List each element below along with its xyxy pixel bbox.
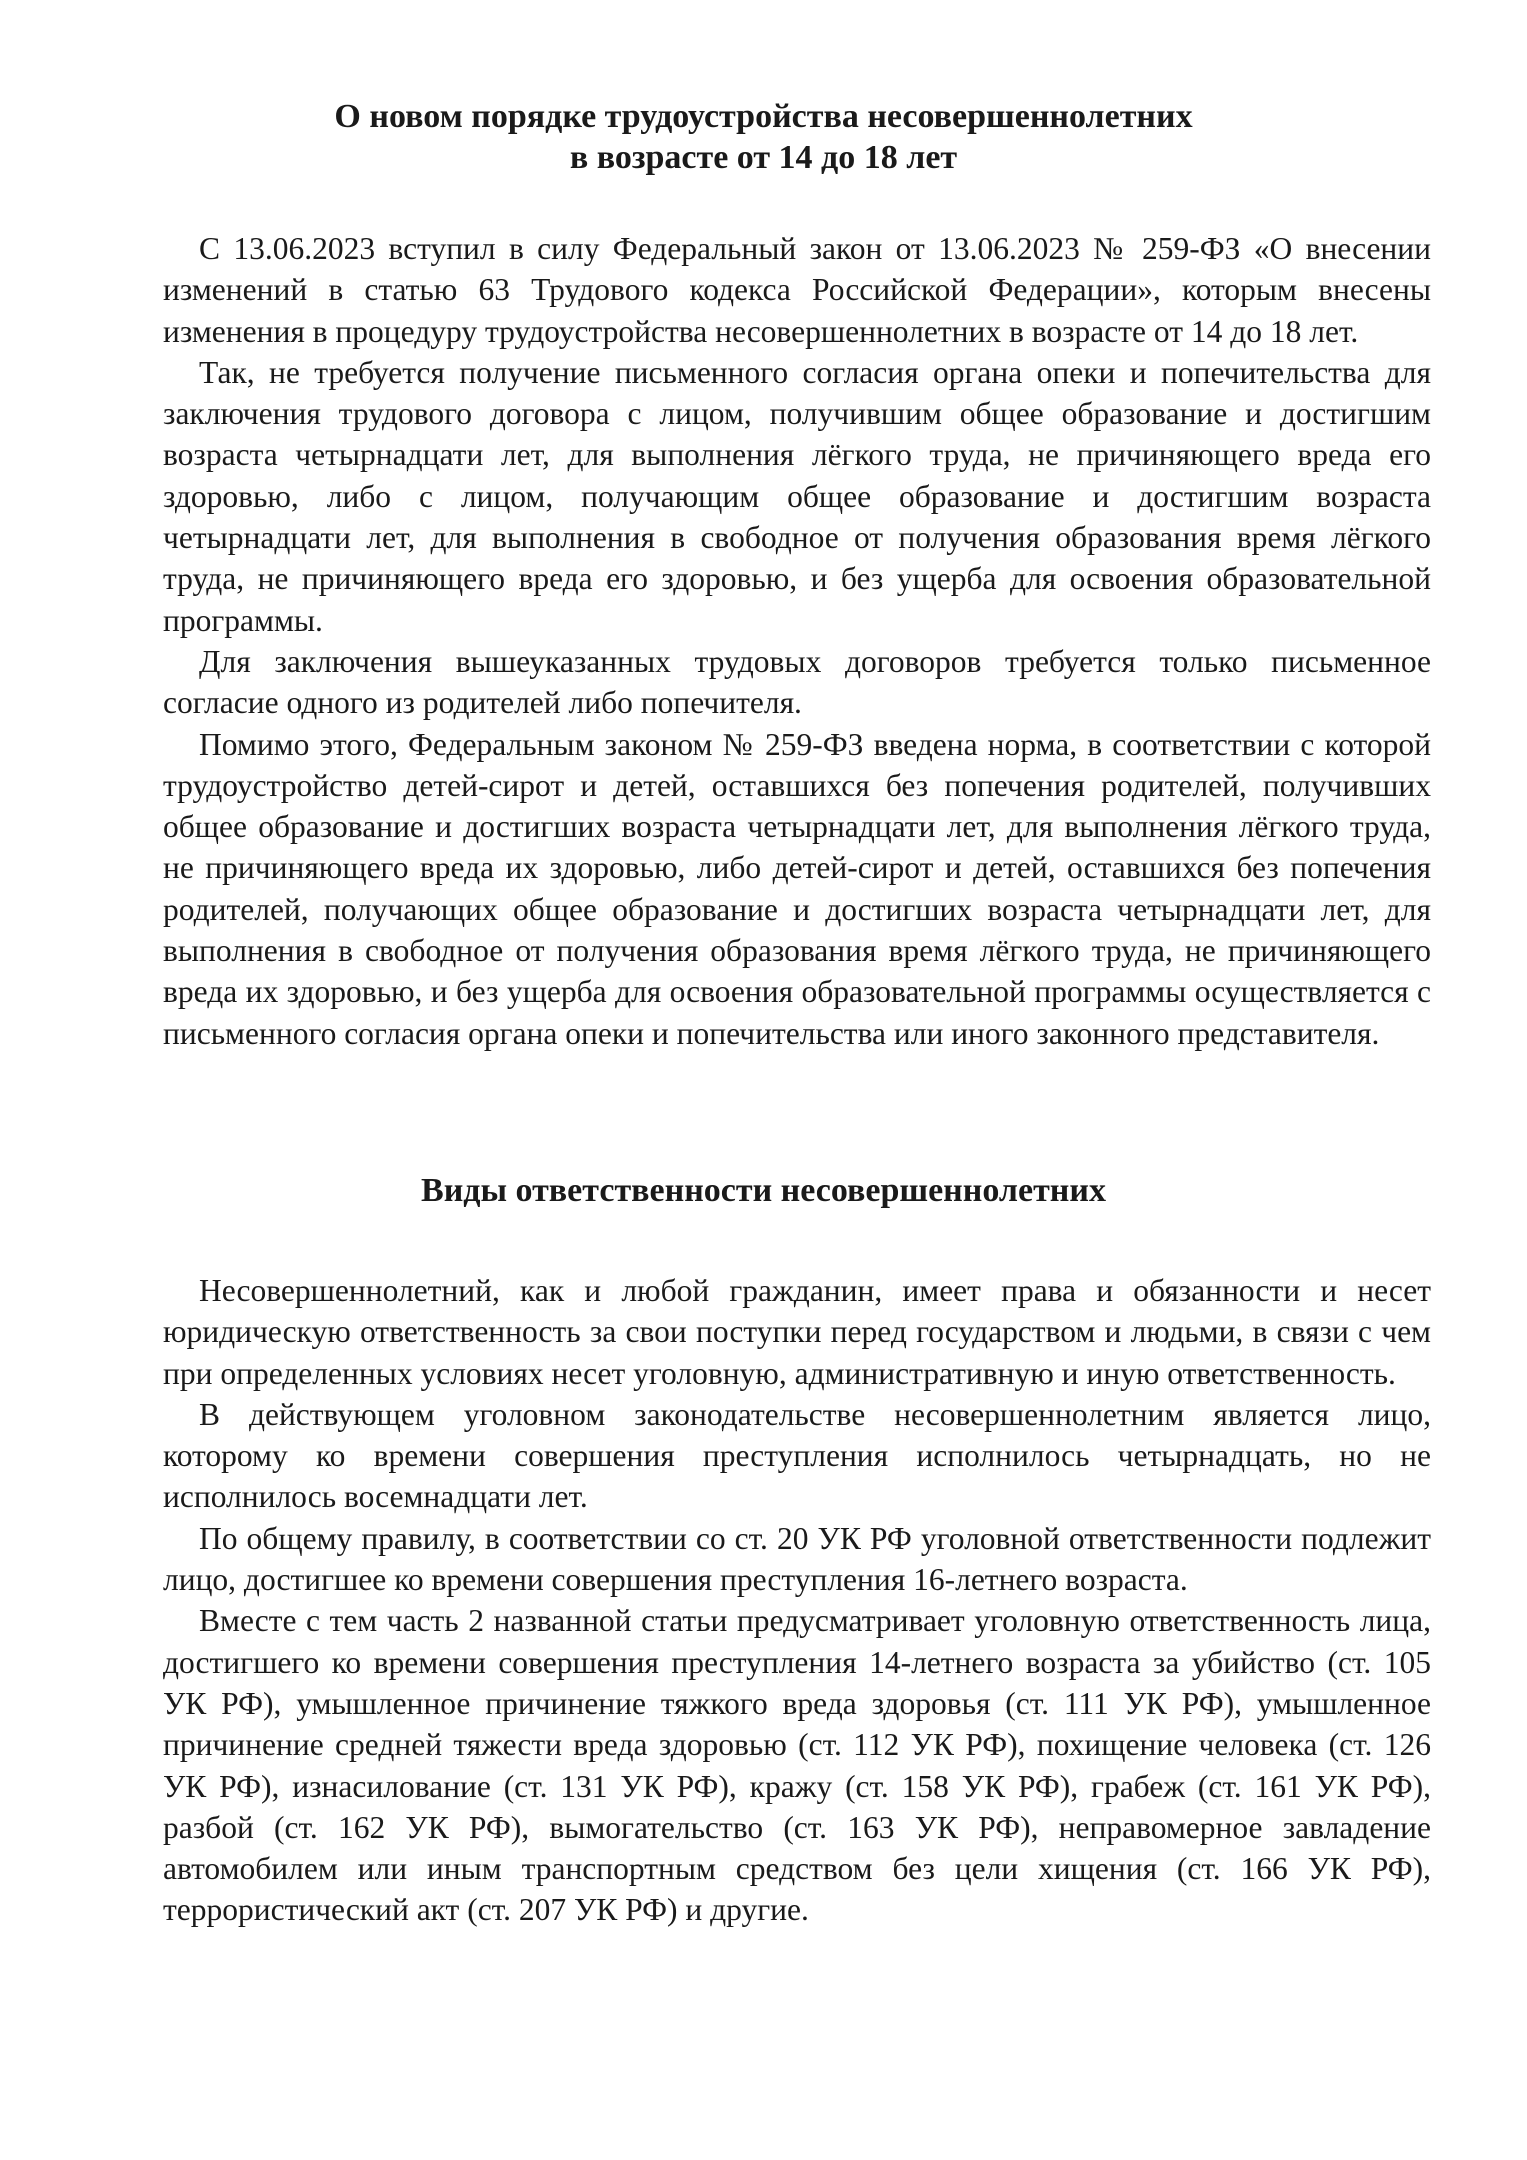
paragraph: Несовершеннолетний, как и любой гражданин, имеет права и обязанности и несет юридическую ответственность за свои поступки перед государством и людьми, в связи с чем при определенных условиях несет уголовную, административную и иную ответственность. bbox=[163, 1273, 1431, 1391]
paragraph: По общему правилу, в соответствии со ст. 20 УК РФ уголовной ответственности подлежит лицо, достигшее ко времени совершения преступления 16-летнего возраста. bbox=[163, 1520, 1431, 1598]
section-liability bbox=[163, 1270, 1431, 1931]
title-line-1: О новом порядке трудоустройства несовершеннолетних bbox=[334, 98, 1193, 135]
section-employment bbox=[163, 228, 1431, 1054]
paragraph: В действующем уголовном законодательстве несовершеннолетним является лицо, которому ко времени совершения преступления исполнилось четырнадцать, но не исполнилось восемнадцати лет. bbox=[163, 1396, 1431, 1515]
paragraph: Вместе с тем часть 2 названной статьи предусматривает уголовную ответственность лица, достигшего ко времени совершения преступления 14-летнего возраста за убийство (ст. 105 УК РФ), умышленное причинение тяжкого вреда здоровья (ст. 111 УК РФ), умышленное причинение средней тяжести вреда здоровью (ст. 112 УК РФ), похищение человека (ст. 126 УК РФ), изнасилование (ст. 131 УК РФ), кражу (ст. 158 УК РФ), грабеж (ст. 161 УК РФ), разбой (ст. 162 УК РФ), вымогательство (ст. 163 УК РФ), неправомерное завладение автомобилем или иным транспортным средством без цели хищения (ст. 166 УК РФ), террористический акт (ст. 207 УК РФ) и другие. bbox=[163, 1603, 1431, 1928]
title-line-2: в возрасте от 14 до 18 лет bbox=[569, 139, 958, 176]
paragraph: С 13.06.2023 вступил в силу Федеральный закон от 13.06.2023 № 259-ФЗ «О внесении изменений в статью 63 Трудового кодекса Российской Федерации», которым внесены изменения в процедуру трудоустройства несовершеннолетних в возрасте от 14 до 18 лет. bbox=[163, 231, 1431, 349]
section-heading: Виды ответственности несовершеннолетних bbox=[421, 1172, 1106, 1209]
paragraph: Для заключения вышеуказанных трудовых договоров требуется только письменное согласие одного из родителей либо попечителя. bbox=[163, 643, 1431, 721]
paragraph: Помимо этого, Федеральным законом № 259-ФЗ введена норма, в соответствии с которой трудоустройство детей-сирот и детей, оставшихся без попечения родителей, получивших общее образование и достигших возраста четырнадцати лет, для выполнения лёгкого труда, не причиняющего вреда их здоровью, либо детей-сирот и детей, оставшихся без попечения родителей, получающих общее образование и достигших возраста четырнадцати лет, для выполнения в свободное от получения образования время лёгкого труда, не причиняющего вреда их здоровью, и без ущерба для освоения образовательной программы осуществляется с письменного согласия органа опеки и попечительства или иного законного представителя. bbox=[163, 726, 1431, 1051]
document-title bbox=[150, 96, 1377, 178]
paragraph: Так, не требуется получение письменного согласия органа опеки и попечительства для заключения трудового договора с лицом, получившим общее образование и достигшим возраста четырнадцати лет, для выполнения лёгкого труда, не причиняющего вреда его здоровью, либо с лицом, получающим общее образование и достигшим возраста четырнадцати лет, для выполнения в свободное от получения образования время лёгкого труда, не причиняющего вреда его здоровью, и без ущерба для освоения образовательной программы. bbox=[163, 354, 1431, 638]
